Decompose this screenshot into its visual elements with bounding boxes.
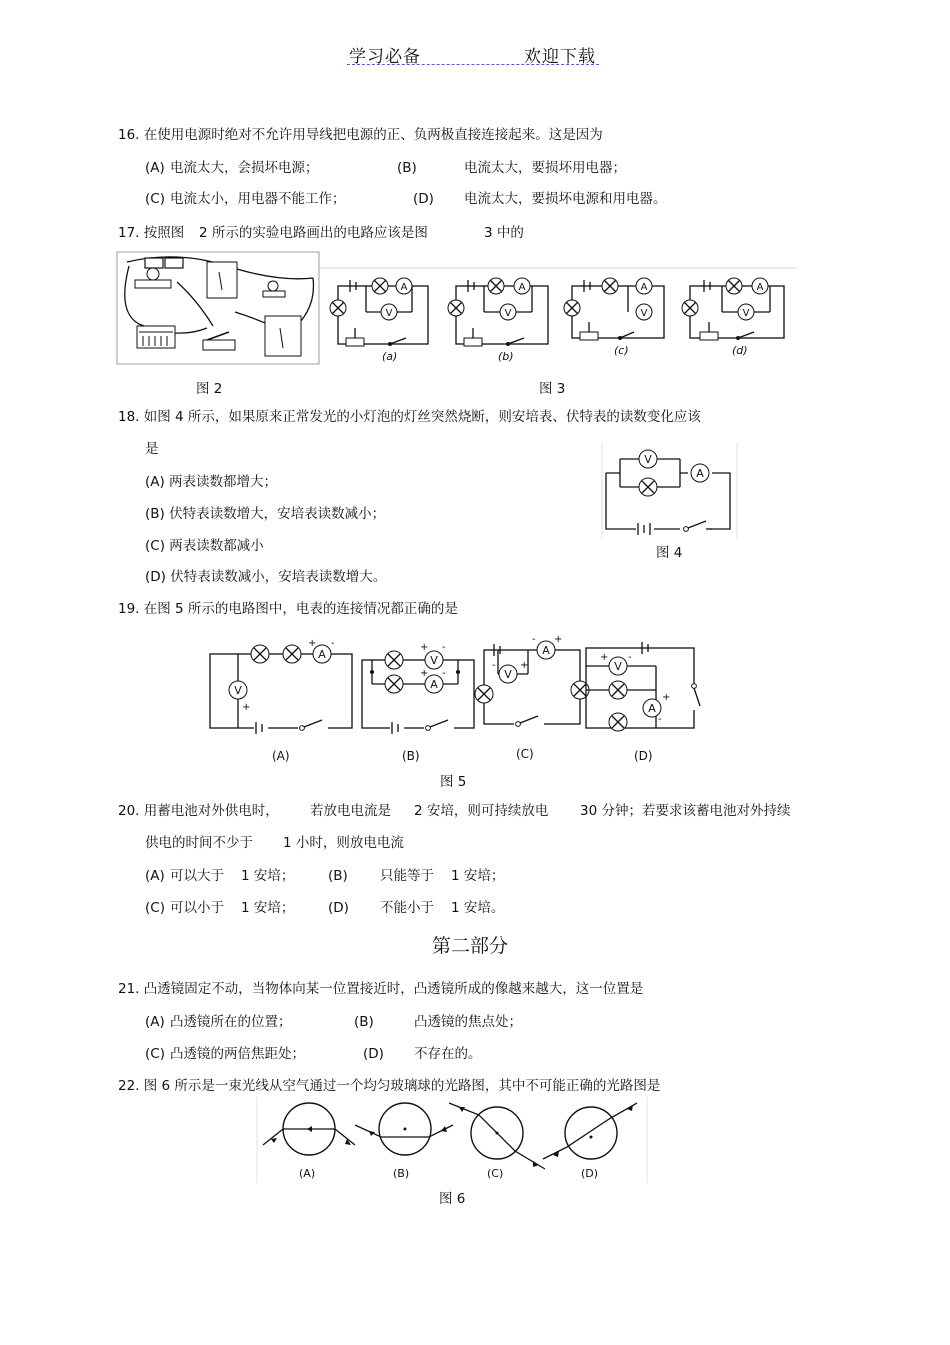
svg-text:V: V: [614, 660, 622, 673]
figure-3a-label: (a): [382, 350, 398, 363]
svg-text:+: +: [520, 660, 529, 671]
svg-text:+: +: [308, 638, 317, 649]
svg-text:+: +: [600, 652, 609, 663]
q18-option-a: (A) 两表读数都增大；: [145, 474, 278, 490]
figure-6d-label: (D): [581, 1167, 599, 1180]
figure-6-light-paths: [257, 1097, 649, 1183]
q16-option-b: 电流太大，要损坏用电器；: [464, 160, 626, 176]
q16-option-d: 电流太大，要损坏电源和用电器。: [464, 191, 667, 207]
figure-4-circuit: [602, 443, 738, 539]
figure-4-caption: 图 4: [656, 545, 683, 561]
svg-text:A: A: [542, 644, 550, 657]
q21-stem: 21. 凸透镜固定不动，当物体向某一位置接近时，凸透镜所成的像越来越大，这一位置是: [118, 981, 644, 997]
svg-text:+: +: [242, 702, 251, 713]
svg-text:A: A: [518, 282, 526, 293]
q20-stem-d: 30 分钟；若要求该蓄电池对外持续: [580, 803, 791, 819]
q20-stem-a: 20. 用蓄电池对外供电时，: [118, 803, 279, 819]
q16-option-c: 电流太小，用电器不能工作；: [170, 191, 346, 207]
svg-text:V: V: [644, 453, 652, 466]
figure-6c-label: (C): [487, 1167, 504, 1180]
q20-option-b-value: 1 安培；: [451, 868, 505, 884]
q20-option-a-value: 1 安培；: [241, 868, 295, 884]
svg-text:A: A: [400, 282, 408, 293]
figure-5-caption: 图 5: [440, 774, 467, 790]
svg-text:-: -: [532, 634, 536, 645]
figure-5b-circuit: [362, 642, 474, 763]
figure-3c-circuit: [564, 278, 664, 357]
q20-option-a-label: (A): [145, 868, 165, 884]
q18-option-d: (D) 伏特表读数减小，安培表读数增大。: [145, 569, 387, 585]
figure-3a-circuit: [330, 278, 428, 363]
figure-5d-circuit: [586, 642, 700, 763]
svg-text:V: V: [640, 308, 648, 319]
svg-text:V: V: [234, 684, 242, 697]
svg-text:A: A: [648, 702, 656, 715]
svg-text:-: -: [628, 652, 632, 663]
svg-text:V: V: [430, 654, 438, 667]
q18-stem: 18. 如图 4 所示，如果原来正常发光的小灯泡的灯丝突然烧断，则安培表、伏特表的读数变化应该: [118, 409, 701, 425]
svg-text:V: V: [504, 668, 512, 681]
svg-text:V: V: [742, 308, 750, 319]
q18-option-b: (B) 伏特表读数增大，安培表读数减小；: [145, 506, 386, 522]
svg-text:V: V: [504, 308, 512, 319]
figure-3-caption: 图 3: [539, 381, 566, 397]
figure-6a-label: (A): [299, 1167, 316, 1180]
figure-3b-label: (b): [498, 350, 514, 363]
q19-stem: 19. 在图 5 所示的电路图中，电表的连接情况都正确的是: [118, 601, 458, 617]
header-right-text: 欢迎下载: [524, 47, 596, 67]
figure-5d-label: (D): [634, 749, 653, 763]
q21-option-b: 凸透镜的焦点处；: [414, 1014, 522, 1030]
header-left-text: 学习必备: [349, 47, 421, 67]
svg-text:-: -: [442, 668, 446, 679]
svg-text:V: V: [385, 308, 393, 319]
q20-stem-c: 2 安培，则可持续放电: [414, 803, 549, 819]
figure-5a-circuit: [210, 638, 352, 763]
q16-option-c-label: (C): [145, 191, 165, 207]
q17-stem-a: 17. 按照图: [118, 225, 185, 241]
q18-stem-continued: 是: [145, 441, 159, 457]
q16-option-b-label: (B): [397, 160, 417, 176]
q21-option-a: 凸透镜所在的位置；: [170, 1014, 292, 1030]
figure-6b-label: (B): [393, 1167, 410, 1180]
q20-option-c-label: (C): [145, 900, 165, 916]
figure-5a-label: (A): [272, 749, 290, 763]
figure-5c-label: (C): [516, 747, 534, 761]
q20-option-d-label: (D): [328, 900, 349, 916]
q20-option-a-text: 可以大于: [170, 868, 224, 884]
svg-text:+: +: [554, 634, 563, 645]
q21-option-d: 不存在的。: [414, 1046, 482, 1062]
q20-option-d-text: 不能小于: [380, 900, 434, 916]
q21-option-d-label: (D): [363, 1046, 384, 1062]
q16-option-a-label: (A): [145, 160, 165, 176]
q20-option-c-text: 可以小于: [170, 900, 224, 916]
q21-option-c: 凸透镜的两倍焦距处；: [170, 1046, 305, 1062]
figure-3-schematics: [318, 268, 796, 364]
figure-6b-diagram: [355, 1103, 453, 1180]
q20-option-b-text: 只能等于: [380, 868, 434, 884]
q22-stem: 22. 图 6 所示是一束光线从空气通过一个均匀玻璃球的光路图，其中不可能正确的光路图是: [118, 1078, 661, 1094]
svg-text:-: -: [331, 638, 335, 649]
q16-option-d-label: (D): [413, 191, 434, 207]
svg-text:A: A: [640, 282, 648, 293]
header-divider: [347, 64, 599, 65]
q16-option-a: 电流太大，会损坏电源；: [170, 160, 319, 176]
q18-option-c: (C) 两表读数都减小: [145, 538, 264, 554]
q20-stem2-a: 供电的时间不少于: [145, 835, 253, 851]
section-title: 第二部分: [432, 935, 509, 957]
figure-3c-label: (c): [614, 344, 629, 357]
svg-text:A: A: [430, 678, 438, 691]
svg-text:-: -: [658, 714, 662, 725]
svg-text:A: A: [696, 467, 704, 480]
q17-stem-b: 2 所示的实验电路画出的电路应该是图: [199, 225, 428, 241]
svg-text:+: +: [420, 642, 429, 653]
q21-option-a-label: (A): [145, 1014, 165, 1030]
figure-3d-circuit: [682, 278, 784, 357]
figure-6-caption: 图 6: [439, 1191, 466, 1207]
svg-text:A: A: [318, 648, 326, 661]
svg-text:-: -: [442, 642, 446, 653]
figure-6a-diagram: [263, 1103, 355, 1180]
q21-option-c-label: (C): [145, 1046, 165, 1062]
figure-3d-label: (d): [732, 344, 748, 357]
figure-2-caption: 图 2: [196, 381, 223, 397]
q16-stem: 16. 在使用电源时绝对不允许用导线把电源的正、负两极直接连接起来。这是因为: [118, 127, 603, 143]
svg-text:+: +: [662, 692, 671, 703]
figure-5c-circuit: [475, 634, 589, 761]
q17-stem-c: 3 中的: [484, 225, 524, 241]
q20-stem-b: 若放电电流是: [310, 803, 391, 819]
figure-3b-circuit: [448, 278, 548, 363]
figure-6d-diagram: [543, 1103, 637, 1180]
figure-5-circuits: [202, 624, 704, 768]
q21-option-b-label: (B): [354, 1014, 374, 1030]
q20-option-b-label: (B): [328, 868, 348, 884]
q20-option-d-value: 1 安培。: [451, 900, 505, 916]
svg-text:+: +: [420, 668, 429, 679]
figure-2-apparatus: [117, 252, 319, 364]
svg-text:-: -: [492, 660, 496, 671]
svg-text:A: A: [756, 282, 764, 293]
q20-option-c-value: 1 安培；: [241, 900, 295, 916]
figure-5b-label: (B): [402, 749, 420, 763]
figure-6c-diagram: [449, 1103, 545, 1180]
q20-stem2-b: 1 小时，则放电电流: [283, 835, 404, 851]
